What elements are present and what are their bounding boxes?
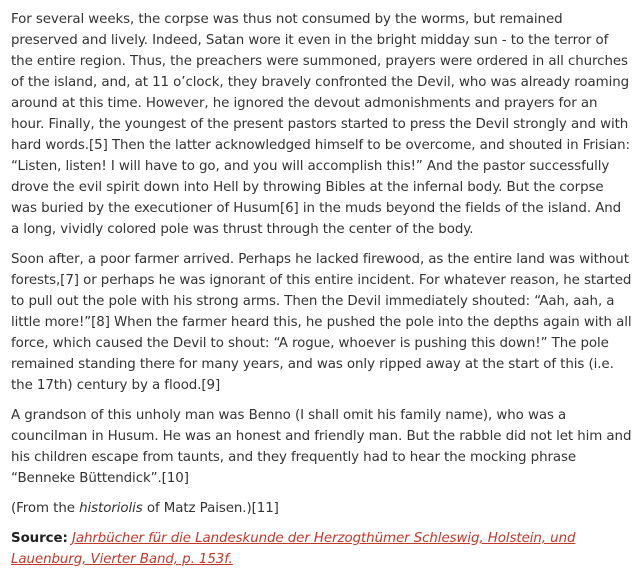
- source-line: [11, 528, 633, 570]
- paragraph-farmer: Soon after, a poor farmer arrived. Perhaps he lacked firewood, as the entire land was without forests,[7] or perhaps he was ignorant of this entire incident. For whatever reason, he started to pull out the pole with his strong arms. Then the Devil immediately shouted: “Aah, aah, a little more!”[8] When the farmer heard this, he pushed the pole into the depths again with all force, which caused the Devil to shout: “A rogue, whoever is pushing this down!” The pole remained standing there for many years, and was only ripped away at the start of this (i.e. the 17th) century by a flood.[9]: [11, 252, 632, 393]
- paragraph-grandson: A grandson of this unholy man was Benno (I shall omit his family name), who was a councilman in Husum. He was an honest and friendly man. But the rabble did not let him and his children escape from taunts, and they frequently had to hear the mocking phrase “Benneke Büttendick”.[10]: [11, 408, 632, 486]
- source-label: Source:: [11, 531, 68, 546]
- attribution-title: historiolis: [79, 501, 143, 516]
- attribution-suffix: of Matz Paisen.)[11]: [142, 501, 279, 516]
- paragraph-corpse: For several weeks, the corpse was thus not consumed by the worms, but remained preserved and lively. Indeed, Satan wore it even in the bright midday sun - to the terror of the entire region. Thus, the preachers were summoned, prayers were ordered in all churches of the island, and, at 11 o’clock, they bravely confronted the Devil, who was already roaming around at this time. However, he ignored the devout admonishments and prayers for an hour. Finally, the youngest of the present pastors started to press the Devil strongly and with hard words.[5] Then the latter acknowledged himself to be overcome, and shouted in Frisian: “Listen, listen! I will have to go, and you will accomplish this!” And the pastor successfully drove the evil spirit down into Hell by throwing Bibles at the infernal body. But the corpse was buried by the executioner of Husum[6] in the muds beyond the fields of the island. And a long, vividly colored pole was thrust through the center of the body.: [11, 12, 630, 237]
- source-link[interactable]: Jahrbücher für die Landeskunde der Herzogthümer Schleswig, Holstein, und Lauenburg, Vierter Band, p. 153f.: [11, 531, 576, 567]
- attribution-prefix: (From the: [11, 501, 80, 516]
- attribution-line: [11, 498, 633, 519]
